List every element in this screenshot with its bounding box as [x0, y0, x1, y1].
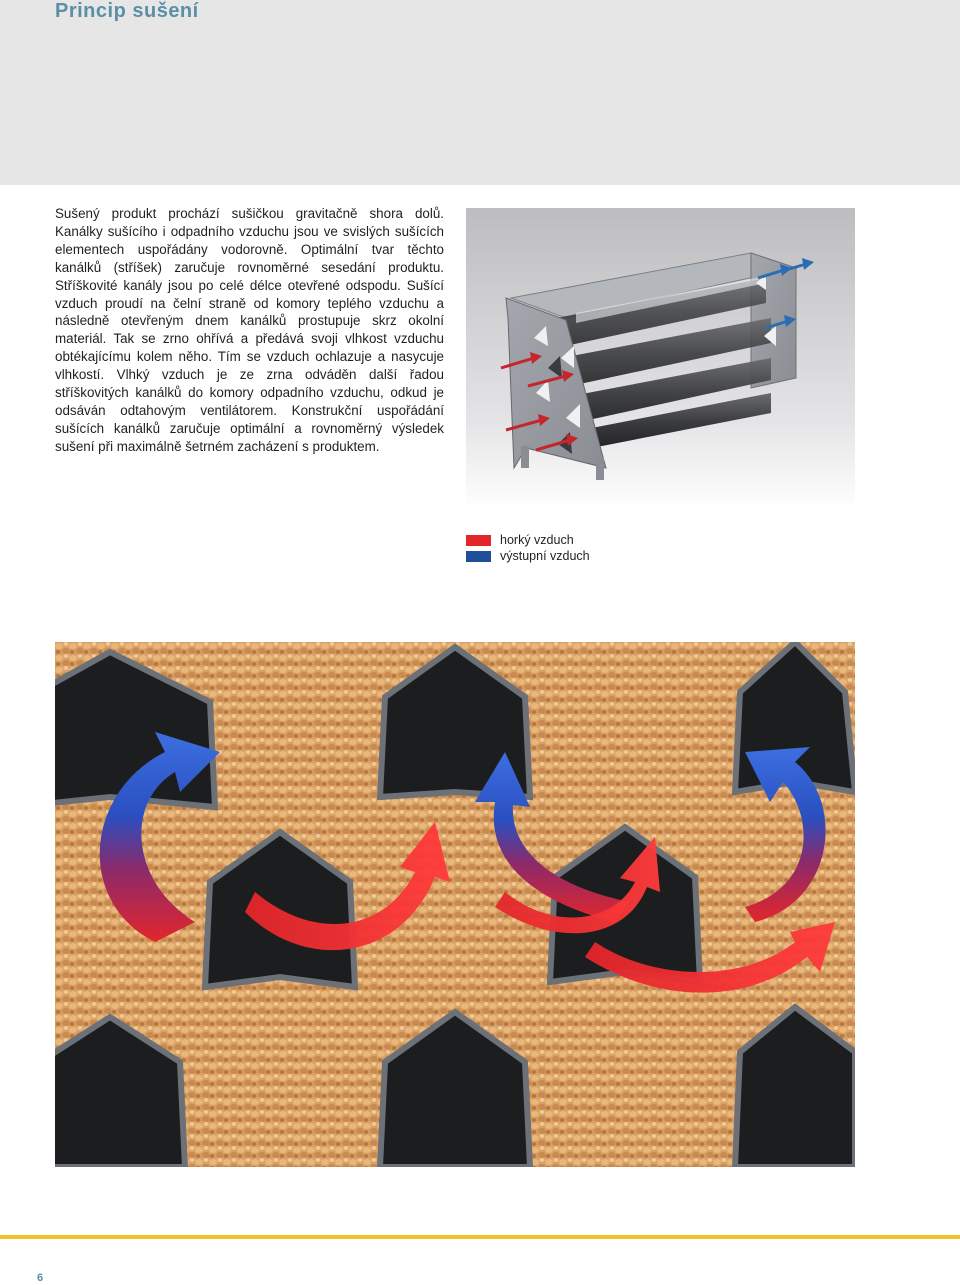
- drying-element-illustration: [466, 208, 855, 510]
- legend-item-hot-air: [466, 532, 590, 548]
- body-paragraph: Sušený produkt prochází sušičkou gravitačně shora dolů. Kanálky sušícího i odpadního vzduchu jsou ve svislých sušících elementech uspořádány vodorovně. Optimální tvar těchto kanálků (stříšek) zaručuje rovnoměrné sesedání produktu. Stříškovité kanály jsou po celé délce otevřené odspodu. Sušící vzduch proudí na čelní straně od komory teplého vzduchu a následně otevřeným dnem kanálků prostupuje skrz okolní materiál. Tak se zrno ohřívá a předává svoji vlhkost vzduchu obtékajícímu kolem něho. Tím se vzduch ochlazuje a nasycuje vlhkostí. Vlhký vzduch je ze zrna odváděn další řadou stříškovitých kanálků do komory odpadního vzduchu, odkud je odsáván odtahovým ventilátorem. Konstrukční uspořádání sušících kanálků zaručuje optimální a rovnoměrný výsledek sušení při maximálně šetrném zacházení s produktem.: [55, 206, 444, 454]
- page-title: Princip sušení: [55, 0, 199, 22]
- exhaust-air-swatch: [466, 551, 491, 562]
- header-band: [0, 0, 960, 185]
- page-number: 6: [37, 1272, 44, 1284]
- legend-label: horký vzduch: [500, 533, 574, 547]
- legend: [466, 532, 590, 564]
- legend-label: výstupní vzduch: [500, 549, 590, 563]
- footer-rule: [0, 1235, 960, 1239]
- grain-airflow-photo: [55, 642, 855, 1167]
- legend-item-exhaust-air: [466, 548, 590, 564]
- hot-air-swatch: [466, 535, 491, 546]
